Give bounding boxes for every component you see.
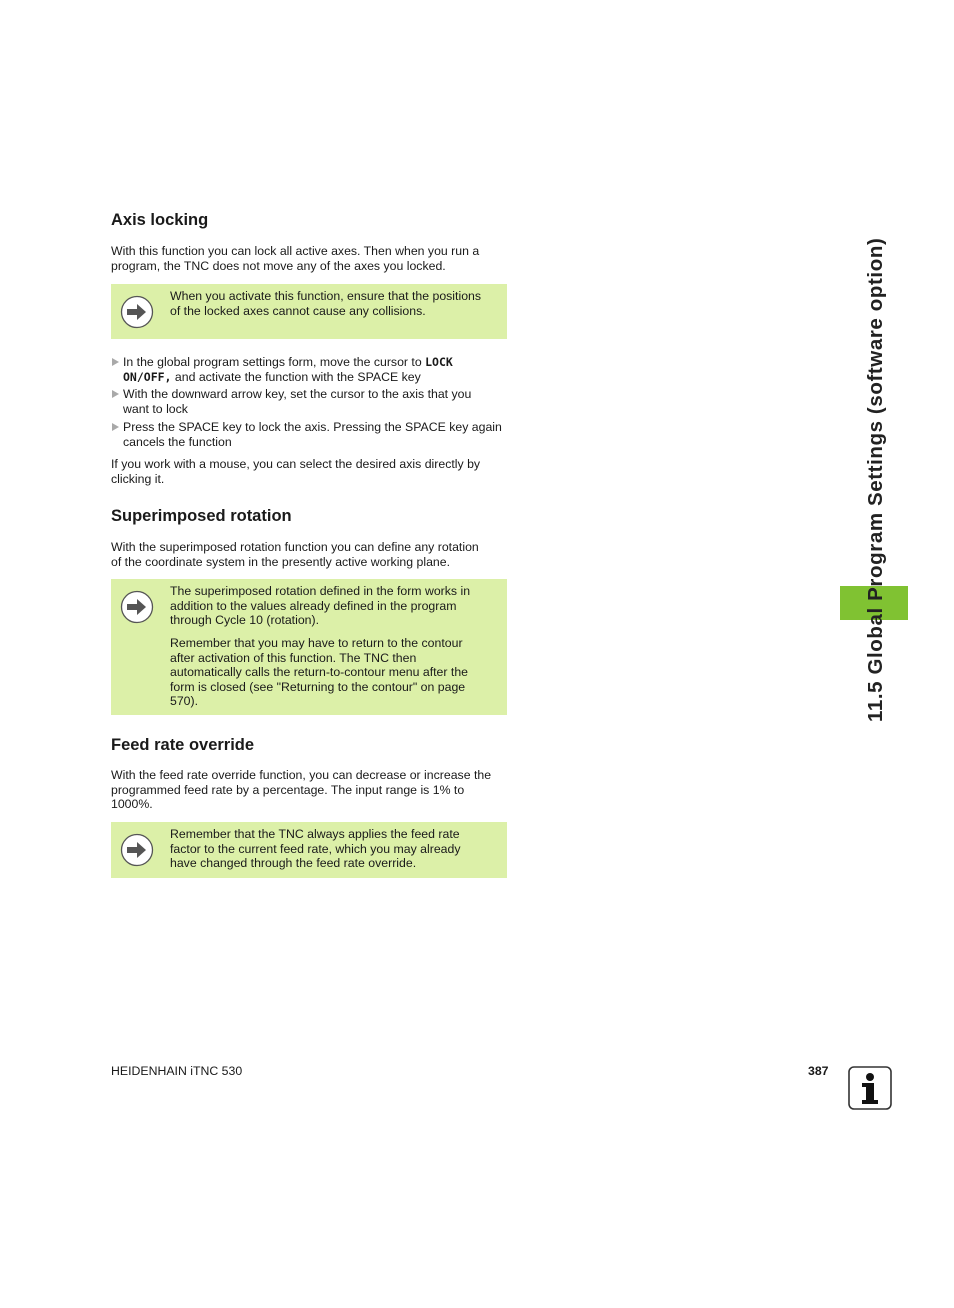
arrow-right-icon	[120, 295, 154, 329]
paragraph-superimposed-intro: With the superimposed rotation function you can define any rotation of the coordinate system in the presently active working plane.	[111, 540, 479, 569]
note-text: Remember that you may have to return to the contour after activation of this function. The TNC then automatically calls the return-to-contour menu after the form is closed (see "Returning to the contour" on page 570).	[170, 636, 469, 708]
arrow-right-icon	[120, 590, 154, 624]
paragraph-mouse: If you work with a mouse, you can select the desired axis directly by clicking it.	[111, 457, 481, 486]
heading-superimposed-rotation: Superimposed rotation	[111, 507, 292, 525]
note-box-superimposed-rotation	[111, 579, 507, 715]
softkey-code: ON/OFF,	[123, 369, 172, 384]
paragraph-feed-rate-intro: With the feed rate override function, you can decrease or increase the programmed feed rate by a percentage. The input range is 1% to 1000%.	[111, 768, 492, 811]
note-text: The superimposed rotation defined in the form works in addition to the values already defined in the program through Cycle 10 (rotation).	[170, 584, 471, 627]
heading-feed-rate-override: Feed rate override	[111, 736, 255, 754]
info-icon	[848, 1066, 892, 1110]
note-box-axis-locking	[111, 284, 507, 339]
softkey-code: LOCK	[425, 355, 453, 369]
paragraph-axis-locking-intro: With this function you can lock all active axes. Then when you run a program, the TNC does not move any of the axes you locked.	[111, 244, 480, 273]
note-text: When you activate this function, ensure that the positions of the locked axes cannot cause any collisions.	[170, 289, 482, 318]
chapter-side-title: 11.5 Global Program Settings (software option)	[864, 237, 887, 722]
bullet-triangle-icon	[112, 358, 119, 366]
heading-axis-locking: Axis locking	[111, 211, 209, 229]
note-text: Remember that the TNC always applies the feed rate factor to the current feed rate, which you may already have changed through the feed rate override.	[170, 827, 461, 870]
bullet-triangle-icon	[112, 423, 119, 431]
page-number: 387	[808, 1064, 829, 1078]
arrow-right-icon	[120, 833, 154, 867]
footer-product-name: HEIDENHAIN iTNC 530	[111, 1064, 243, 1078]
bullet-triangle-icon	[112, 390, 119, 398]
note-box-feed-rate	[111, 822, 507, 878]
